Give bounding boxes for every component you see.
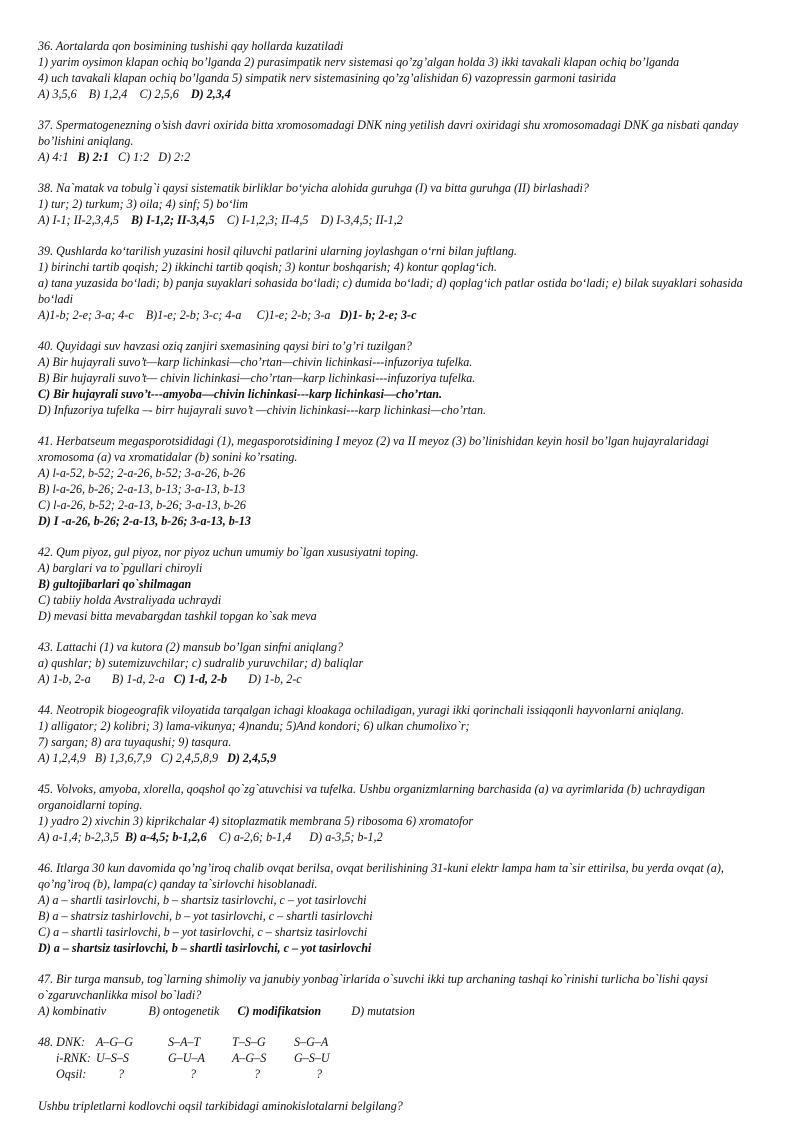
answer-option-text: A) 3,5,6 B) 1,2,4 C) 2,5,6	[38, 87, 191, 101]
question-line: 43. Lattachi (1) va kutora (2) mansub bo’lgan sinfni aniqlang?	[38, 640, 344, 654]
answer-option-text: A) 4:1	[38, 150, 78, 164]
answer-option-text: C) a-2,6; b-1,4 D) a-3,5; b-1,2	[206, 830, 383, 844]
question-line: a) tana yuzasida bo‘ladi; b) panja suyaklari sohasida bo‘ladi; c) dumida bo‘ladi; d) qoplag‘ich patlar ostida bo‘ladi; e) bilak suyaklari sohasida bo‘ladi	[38, 276, 743, 306]
question-line: 1) yarim oysimon klapan ochiq bo’lganda 2) purasimpatik nerv sistemasi qo’zg’algan holda 3) ikki tavakali klapan ochiq bo’lganda	[38, 55, 680, 69]
answer-option-text: A) a-1,4; b-2,3,5	[38, 830, 125, 844]
question-48-prompt: Ushbu tripletlarni kodlovchi oqsil tarkibidagi aminokislotalarni belgilang?	[38, 1099, 403, 1113]
codon-cell: U–S–S	[96, 1051, 129, 1065]
codon-row-label: i-RNK:	[56, 1051, 91, 1065]
question-line: 1) alligator; 2) kolibri; 3) lama-vikunya; 4)nandu; 5)And kondori; 6) ulkan chumolixo`r;	[38, 719, 470, 733]
codon-cell: ?	[118, 1067, 125, 1081]
answer-option-text: D) 1-b, 2-c	[227, 672, 302, 686]
question-47	[38, 971, 766, 1019]
codon-cell: ?	[316, 1067, 323, 1081]
question-line: D) I -a-26, b-26; 2-a-13, b-26; 3-a-13, b-13	[38, 514, 251, 528]
codon-cell: A–G–G	[96, 1035, 133, 1049]
question-line: 36. Aortalarda qon bosimining tushishi qay hollarda kuzatiladi	[38, 39, 344, 53]
answer-option-text: A) 1,2,4,9 B) 1,3,6,7,9 C) 2,4,5,8,9	[38, 751, 228, 765]
question-line: 40. Quyidagi suv havzasi oziq zanjiri sxemasining qaysi biri to’g’ri tuzilgan?	[38, 339, 412, 353]
answer-option-text: C) 1:2 D) 2:2	[108, 150, 191, 164]
codon-row-label: Oqsil:	[56, 1067, 87, 1081]
question-line: B) l-a-26, b-26; 2-a-13, b-13; 3-a-13, b-13	[38, 482, 246, 496]
correct-answer: B) I-1,2; II-3,4,5	[131, 213, 215, 227]
answer-options	[38, 149, 766, 165]
codon-table	[38, 1034, 766, 1082]
answer-options	[38, 1003, 766, 1019]
codon-cell: ?	[254, 1067, 261, 1081]
question-line: A) Bir hujayrali suvo’t—karp lichinkasi—cho’rtan—chivin lichinkasi---infuzoriya tufelka.	[38, 355, 473, 369]
correct-answer: D)1- b; 2-e; 3-c	[339, 308, 417, 322]
question-line: C) tabiiy holda Avstraliyada uchraydi	[38, 593, 222, 607]
answer-options	[38, 829, 766, 845]
correct-answer: B) 2:1	[77, 150, 109, 164]
question-line: C) Bir hujayrali suvo’t---amyoba—chivin lichinkasi---karp lichinkasi—cho’rtan.	[38, 387, 443, 401]
question-39	[38, 243, 766, 323]
correct-answer: D) 2,4,5,9	[227, 751, 277, 765]
codon-cell: S–G–A	[294, 1035, 329, 1049]
question-38	[38, 180, 766, 228]
question-line: 1) tur; 2) turkum; 3) oila; 4) sinf; 5) bo‘lim	[38, 197, 248, 211]
correct-answer: C) modifikatsion	[237, 1004, 322, 1018]
answer-options	[38, 86, 766, 102]
answer-option-text: C) I-1,2,3; II-4,5 D) I-3,4,5; II-1,2	[214, 213, 403, 227]
question-line: C) l-a-26, b-52; 2-a-13, b-26; 3-a-13, b-26	[38, 498, 246, 512]
answer-options	[38, 307, 766, 323]
question-36	[38, 38, 766, 102]
question-line: C) a – shartli tasirlovchi, b – yot tasirlovchi, c – shartsiz tasirlovchi	[38, 925, 368, 939]
question-line: 39. Qushlarda ko‘tarilish yuzasini hosil qiluvchi patlarini ularning joylashgan o‘rni bilan juftlang.	[38, 244, 517, 258]
question-41	[38, 433, 766, 529]
codon-cell: S–A–T	[168, 1035, 201, 1049]
question-line: 45. Volvoks, amyoba, xlorella, qoqshol qo`zg`atuvchisi va tufelka. Ushbu organizmlarning barchasida (a) va ayrimlarida (b) uchraydigan organoidlarni toping.	[38, 782, 706, 812]
answer-options	[38, 671, 766, 687]
question-line: 1) yadro 2) xivchin 3) kiprikchalar 4) sitoplazmatik membrana 5) ribosoma 6) xromatofor	[38, 814, 474, 828]
answer-option-text: D) mutatsion	[321, 1004, 415, 1018]
question-line: 7) sargan; 8) ara tuyaqushi; 9) tasqura.	[38, 735, 232, 749]
question-45	[38, 781, 766, 845]
answer-option-text: A) kombinativ B) ontogenetik	[38, 1004, 238, 1018]
question-line: A) a – shartli tasirlovchi, b – shartsiz tasirlovchi, c – yot tasirlovchi	[38, 893, 367, 907]
question-48	[38, 1034, 766, 1082]
question-line: A) barglari va to`pgullari chiroyli	[38, 561, 203, 575]
question-line: 41. Herbatseum megasporotsididagi (1), megasporotsidining I meyoz (2) va II meyoz (3) bo’linishidan keyin hosil bo’lgan hujayralaridagi xromosoma (a) va xromatidalar (b) sonini ko’rsating.	[38, 434, 709, 464]
question-40	[38, 338, 766, 418]
question-42	[38, 544, 766, 624]
answer-option-text: A)1-b; 2-e; 3-a; 4-c B)1-e; 2-b; 3-c; 4-a C)1-e; 2-b; 3-a	[38, 308, 340, 322]
question-line: 1) birinchi tartib qoqish; 2) ikkinchi tartib qoqish; 3) kontur boshqarish; 4) kontur qoplag‘ich.	[38, 260, 497, 274]
question-44	[38, 702, 766, 766]
question-line: B) Bir hujayrali suvo’t— chivin lichinkasi—cho’rtan—karp lichinkasi---infuzoriya tufelka.	[38, 371, 476, 385]
answer-option-text: A) I-1; II-2,3,4,5	[38, 213, 132, 227]
answer-option-text: A) 1-b, 2-a B) 1-d, 2-a	[38, 672, 174, 686]
codon-cell: ?	[190, 1067, 197, 1081]
correct-answer: D) 2,3,4	[190, 87, 231, 101]
question-line: a) qushlar; b) sutemizuvchilar; c) sudralib yuruvchilar; d) baliqlar	[38, 656, 364, 670]
question-line: 44. Neotropik biogeografik viloyatida tarqalgan ichagi kloakaga ochiladigan, yuragi ikki qorinchali issiqqonli hayvonlarni aniqlang.	[38, 703, 685, 717]
question-line: B) gultojibarlari qo`shilmagan	[38, 577, 192, 591]
question-46	[38, 860, 766, 956]
question-line: A) l-a-52, b-52; 2-a-26, b-52; 3-a-26, b-26	[38, 466, 246, 480]
codon-cell: T–S–G	[232, 1035, 266, 1049]
question-line: D) Infuzoriya tufelka –- birr hujayrali suvo’t —chivin lichinkasi---karp lichinkasi—cho’rtan.	[38, 403, 487, 417]
correct-answer: C) 1-d, 2-b	[173, 672, 228, 686]
question-43	[38, 639, 766, 687]
question-line: 38. Na`matak va tobulg`i qaysi sistematik birliklar bo‘yicha alohida guruhga (I) va bitta guruhga (II) birlashadi?	[38, 181, 589, 195]
question-line: D) a – shartsiz tasirlovchi, b – shartli tasirlovchi, c – yot tasirlovchi	[38, 941, 372, 955]
codon-cell: G–U–A	[168, 1051, 205, 1065]
question-37	[38, 117, 766, 165]
correct-answer: B) a-4,5; b-1,2,6	[125, 830, 207, 844]
question-line: 46. Itlarga 30 kun davomida qo’ng’iroq chalib ovqat berilsa, ovqat berilishining 31-kuni elektr lampa ham ta`sir ettirilsa, bu yerda ovqat (a), qo’ng’iroq (b), lampa(c) qanday ta`sirlovchi hisoblanadi.	[38, 861, 724, 891]
document-page	[38, 38, 766, 1114]
codon-row-label: 48. DNK:	[38, 1035, 86, 1049]
question-line: 47. Bir turga mansub, tog`larning shimoliy va janubiy yonbag`irlarida o`suvchi ikki tup archaning tashqi ko`rinishi turlicha bo`lishi qaysi o`zgaruvchanlikka misol bo`ladi?	[38, 972, 708, 1002]
codon-cell: A–G–S	[232, 1051, 267, 1065]
question-line: 42. Qum piyoz, gul piyoz, nor piyoz uchun umumiy bo`lgan xususiyatni toping.	[38, 545, 419, 559]
question-line: B) a – shatrsiz tashirlovchi, b – yot tasirlovchi, c – shartli tasirlovchi	[38, 909, 373, 923]
codon-cell: G–S–U	[294, 1051, 330, 1065]
answer-options	[38, 750, 766, 766]
question-line: 4) uch tavakali klapan ochiq bo’lganda 5) simpatik nerv sistemasining qo’zg’alishidan 6) vazopressin garmoni tasirida	[38, 71, 616, 85]
question-line: D) mevasi bitta mevabargdan tashkil topgan ko`sak meva	[38, 609, 317, 623]
answer-options	[38, 212, 766, 228]
question-line: 37. Spermatogenezning o’sish davri oxirida bitta xromosomadagi DNK ning yetilish davri oxiridagi shu xromosomadagi DNK ga nisbati qanday bo’lishini aniqlang.	[38, 118, 739, 148]
